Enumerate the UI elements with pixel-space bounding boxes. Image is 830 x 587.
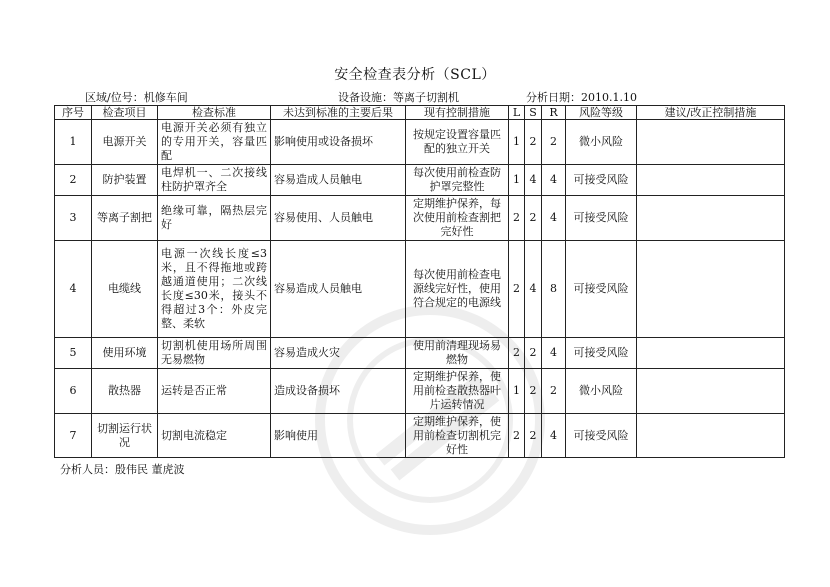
cell-l: 1 bbox=[509, 120, 525, 165]
cell-control: 定期维护保养，使用前检查散热器叶片运转情况 bbox=[406, 369, 509, 414]
cell-s: 4 bbox=[525, 165, 542, 196]
cell-control: 使用前清理现场易燃物 bbox=[406, 338, 509, 369]
document-title: 安全检查表分析（SCL） bbox=[334, 67, 496, 83]
cell-item: 切割运行状况 bbox=[92, 414, 158, 458]
cell-suggest bbox=[637, 414, 785, 458]
header-standard: 检查标准 bbox=[158, 106, 271, 120]
cell-suggest bbox=[637, 369, 785, 414]
cell-s: 2 bbox=[525, 414, 542, 458]
cell-suggest bbox=[637, 165, 785, 196]
cell-risk: 可接受风险 bbox=[566, 196, 637, 241]
cell-suggest bbox=[637, 196, 785, 241]
cell-r: 4 bbox=[542, 338, 566, 369]
cell-consequence: 影响使用 bbox=[271, 414, 406, 458]
cell-r: 4 bbox=[542, 196, 566, 241]
header-l: L bbox=[509, 106, 525, 120]
analysts-label: 分析人员：殷伟民 董虎波 bbox=[60, 463, 185, 476]
cell-s: 2 bbox=[525, 120, 542, 165]
cell-standard: 电源开关必须有独立的专用开关，容量匹配 bbox=[158, 120, 271, 165]
cell-no: 2 bbox=[55, 165, 92, 196]
cell-standard: 绝缘可靠，隔热层完好 bbox=[158, 196, 271, 241]
cell-risk: 微小风险 bbox=[566, 120, 637, 165]
cell-item: 等离子割把 bbox=[92, 196, 158, 241]
header-s: S bbox=[525, 106, 542, 120]
cell-item: 使用环境 bbox=[92, 338, 158, 369]
cell-consequence: 容易造成人员触电 bbox=[271, 241, 406, 338]
header-no: 序号 bbox=[55, 106, 92, 120]
cell-risk: 可接受风险 bbox=[566, 414, 637, 458]
cell-standard: 切割电流稳定 bbox=[158, 414, 271, 458]
cell-s: 4 bbox=[525, 241, 542, 338]
cell-no: 3 bbox=[55, 196, 92, 241]
cell-risk: 可接受风险 bbox=[566, 241, 637, 338]
cell-l: 2 bbox=[509, 241, 525, 338]
header-suggest: 建议/改正控制措施 bbox=[637, 106, 785, 120]
header-consequence: 未达到标准的主要后果 bbox=[271, 106, 406, 120]
cell-r: 4 bbox=[542, 414, 566, 458]
cell-s: 2 bbox=[525, 196, 542, 241]
table-row bbox=[55, 120, 785, 165]
table-row bbox=[55, 414, 785, 458]
cell-standard: 切割机使用场所周围无易燃物 bbox=[158, 338, 271, 369]
cell-risk: 可接受风险 bbox=[566, 338, 637, 369]
cell-no: 6 bbox=[55, 369, 92, 414]
scl-table bbox=[54, 105, 785, 458]
cell-standard: 电焊机一、二次接线柱防护罩齐全 bbox=[158, 165, 271, 196]
cell-suggest bbox=[637, 120, 785, 165]
cell-standard: 运转是否正常 bbox=[158, 369, 271, 414]
cell-r: 2 bbox=[542, 120, 566, 165]
header-risk: 风险等级 bbox=[566, 106, 637, 120]
cell-l: 1 bbox=[509, 165, 525, 196]
cell-item: 电源开关 bbox=[92, 120, 158, 165]
table-row bbox=[55, 241, 785, 338]
table-row bbox=[55, 165, 785, 196]
table-row bbox=[55, 196, 785, 241]
cell-risk: 微小风险 bbox=[566, 369, 637, 414]
cell-control: 定期维护保养，使用前检查切割机完好性 bbox=[406, 414, 509, 458]
area-label: 区域/位号：机修车间 bbox=[85, 91, 188, 104]
cell-r: 4 bbox=[542, 165, 566, 196]
cell-no: 4 bbox=[55, 241, 92, 338]
table-row bbox=[55, 338, 785, 369]
cell-control: 每次使用前检查电源线完好性，使用符合规定的电源线 bbox=[406, 241, 509, 338]
table-header-row bbox=[55, 106, 785, 120]
header-r: R bbox=[542, 106, 566, 120]
cell-standard: 电源一次线长度≤3米，且不得拖地或跨越通道使用；二次线长度≤30米，接头不得超过3个：外皮完整、柔软 bbox=[158, 241, 271, 338]
cell-s: 2 bbox=[525, 369, 542, 414]
cell-suggest bbox=[637, 241, 785, 338]
cell-item: 防护装置 bbox=[92, 165, 158, 196]
cell-consequence: 容易造成人员触电 bbox=[271, 165, 406, 196]
cell-r: 8 bbox=[542, 241, 566, 338]
cell-consequence: 容易使用、人员触电 bbox=[271, 196, 406, 241]
cell-item: 散热器 bbox=[92, 369, 158, 414]
cell-no: 5 bbox=[55, 338, 92, 369]
cell-suggest bbox=[637, 338, 785, 369]
cell-no: 7 bbox=[55, 414, 92, 458]
cell-consequence: 影响使用或设备损坏 bbox=[271, 120, 406, 165]
header-item: 检查项目 bbox=[92, 106, 158, 120]
table-row bbox=[55, 369, 785, 414]
cell-control: 每次使用前检查防护罩完整性 bbox=[406, 165, 509, 196]
header-control: 现有控制措施 bbox=[406, 106, 509, 120]
date-label: 分析日期：2010.1.10 bbox=[526, 91, 637, 104]
cell-l: 2 bbox=[509, 338, 525, 369]
cell-control: 按规定设置容量匹配的独立开关 bbox=[406, 120, 509, 165]
cell-risk: 可接受风险 bbox=[566, 165, 637, 196]
cell-r: 2 bbox=[542, 369, 566, 414]
cell-l: 2 bbox=[509, 414, 525, 458]
cell-item: 电缆线 bbox=[92, 241, 158, 338]
equipment-label: 设备设施：等离子切割机 bbox=[338, 91, 459, 104]
cell-consequence: 造成设备损坏 bbox=[271, 369, 406, 414]
cell-l: 1 bbox=[509, 369, 525, 414]
cell-consequence: 容易造成火灾 bbox=[271, 338, 406, 369]
cell-l: 2 bbox=[509, 196, 525, 241]
cell-control: 定期维护保养，每次使用前检查割把完好性 bbox=[406, 196, 509, 241]
cell-no: 1 bbox=[55, 120, 92, 165]
cell-s: 2 bbox=[525, 338, 542, 369]
